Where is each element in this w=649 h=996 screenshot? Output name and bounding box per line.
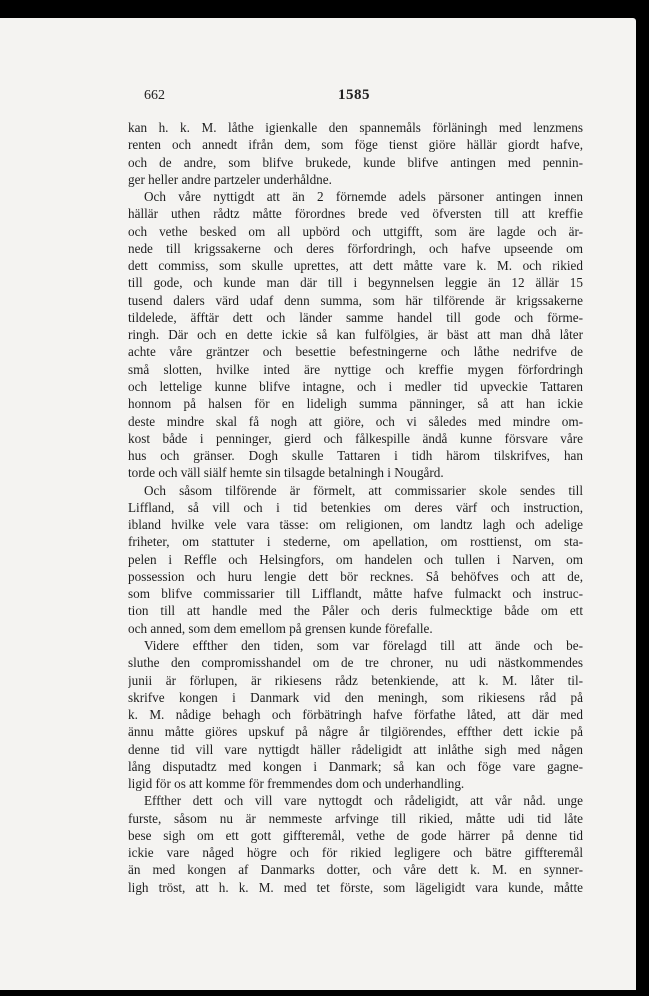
text-line: denne tid vill vare nyttigdt häller rådeligidt att inlåthe sigh med någen	[128, 741, 583, 757]
text-line: tusend dalers värd udaf denn summa, som här tilförende är krigssakerne	[128, 292, 583, 308]
text-line: och vethe besked om all upbörd och uttgifft, som äre lagde och är-	[128, 223, 583, 239]
text-line: ibland hvilke vele vara tässe: om religionen, om landtz lagh och adelige	[128, 517, 583, 533]
text-line: skrifve kongen i Danmark vid den meningh, som rikiesens råd på	[128, 689, 583, 705]
text-line: sluthe den compromisshandel om de tre chroner, nu udi nästkommendes	[128, 655, 583, 671]
text-line: friheter, om stattuter i stederne, om apellation, om rosttienst, om sta-	[128, 534, 583, 550]
text-line: och de andre, som blifve brukede, kunde blifve antingen med pennin-	[128, 154, 583, 170]
text-line: torde och väll siälf hemte sin tilsagde betalningh i Nougård.	[128, 465, 444, 481]
text-line: och lettelige kunne blifve intagne, och i medler tid upveckie Tattaren	[128, 378, 583, 394]
text-line: små slotten, hvilke inted äre nyttige och kreffie mygen förfordringh	[128, 361, 583, 377]
text-line: furste, såsom nu är nemmeste arfvinge till rikied, måtte udi tid låte	[128, 810, 583, 826]
text-line: Och våre nyttigdt att än 2 förnemde adels pärsoner antingen innen	[144, 189, 583, 205]
text-line: Videre effther den tiden, som var förelagd till att ände och be-	[144, 637, 583, 653]
text-line: possession och huru lengie dett bör recknes. Så behöfves och att de,	[128, 568, 583, 584]
text-line: Och såsom tilförende är förmelt, att commissarier skole sendes till	[144, 482, 583, 498]
text-line: kost både i penninger, gierd och fålkespille ändå kunne försvare våre	[128, 430, 583, 446]
text-line: pelen i Reffle och Helsingfors, om handelen och tullen i Narven, om	[128, 551, 583, 567]
body-text	[128, 119, 583, 896]
text-line: hus och gränser. Dogh skulle Tattaren i tidh härom tilskrifves, han	[128, 448, 583, 464]
page-number: 662	[144, 88, 165, 103]
text-line: nede till krigssakerne och deres förfordringh, och hafve upseende om	[128, 240, 583, 256]
text-line: ringh. Där och en dette ickie så kan fulfölgies, är bäst att man dhå låter	[128, 327, 583, 343]
text-line: ännu måtte giöres upskuf på någre år tilgiörendes, effther dett ickie på	[128, 724, 583, 740]
text-line: ickie vare någed högre och för rikied legligere och bätre giffteremål	[128, 845, 583, 861]
text-line: till gode, och kunde man där till i begynnelsen leggie än 12 ällär 15	[128, 275, 583, 291]
text-line: som blifve commissarier till Lifflandt, måtte hafve fulmackt och instruc-	[128, 586, 583, 602]
year-heading: 1585	[338, 87, 370, 103]
text-line: dett commiss, som skulle uprettes, att dett måtte vare k. M. och rikied	[128, 258, 583, 274]
page-header	[144, 88, 584, 110]
text-line: tion till att handle med the Påler och deris fulmecktige både om ett	[128, 603, 583, 619]
book-page	[0, 18, 636, 990]
text-line: ligid för os att komme för fremmendes dom och underhandling.	[128, 776, 465, 792]
text-line: ligh tröst, att h. k. M. med tet förste, som lägeligidt vara kunde, måtte	[128, 879, 583, 895]
text-line: renten och annedt ifrån dem, som föge tienst giöre hällär giordt hafve,	[128, 137, 583, 153]
text-line: kan h. k. M. låthe igienkalle den spannemåls förläningh med lenzmens	[128, 120, 583, 135]
text-line: achte våre gräntzer och besettie befestningerne och låthe nedrifve de	[128, 344, 583, 360]
text-line: deste mindre skal få nogh att giöre, och vi således med mindre om-	[128, 413, 583, 429]
text-line: honnom på halsen för en lideligh summa pänninger, så att han ickie	[128, 396, 583, 412]
text-line: junii är förlupen, är rikiesens rådz betenkiende, att k. M. låter til-	[128, 672, 583, 688]
text-line: tildelede, äfftär dett och länder samme handel till gode och förme-	[128, 309, 583, 325]
text-line: Effther dett och vill vare nyttogdt och rådeligidt, att vår nåd. unge	[144, 793, 583, 809]
text-line: än med kongen af Danmarks dotter, och våre dett k. M. en synner-	[128, 862, 583, 878]
text-line: hällär uthen rådtz måtte förordnes brede ved öfversten till att kreffie	[128, 206, 583, 222]
text-line: Liffland, så vill och i tid betenkies om deres värf och instruction,	[128, 499, 583, 515]
text-line: k. M. nådige behagh och förbätringh hafve förfathe låted, att där med	[128, 707, 583, 723]
text-line: bese sigh om ett gott giffteremål, vethe de gode härrer på denne tid	[128, 827, 583, 843]
text-line: och anned, som dem emellom på grensen kunde förefalle.	[128, 620, 433, 636]
text-line: ger heller andre partzeler underhåldne.	[128, 171, 332, 187]
text-line: lång disputadtz med kongen i Danmark; så kan och föge vare gagne-	[128, 758, 583, 774]
